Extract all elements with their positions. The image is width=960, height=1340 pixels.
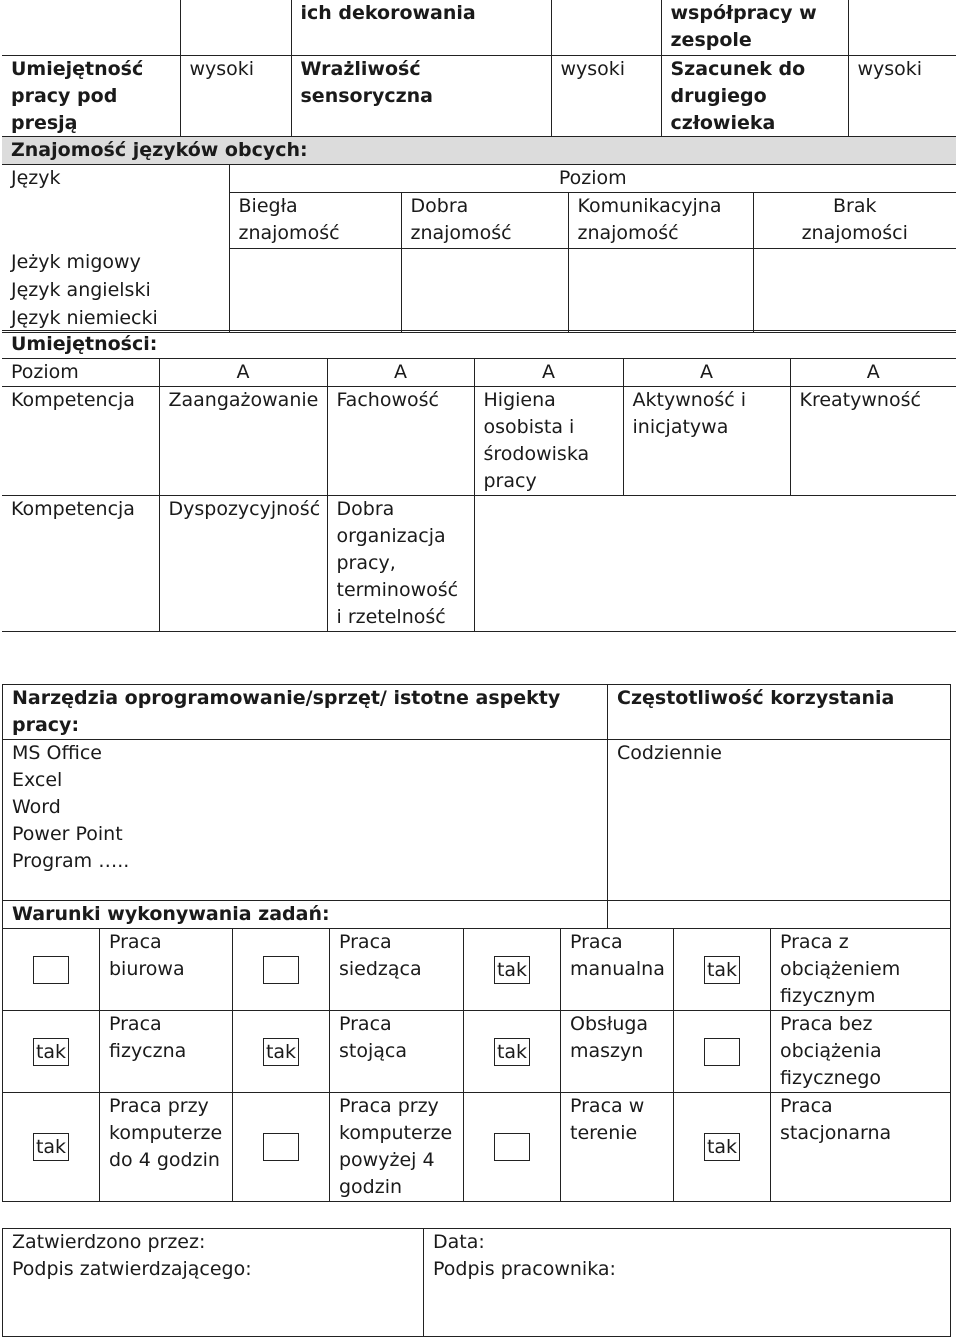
competence-organization: Dobra organizacja pracy, terminowość i rzetelność xyxy=(327,496,474,632)
condition-checkbox[interactable] xyxy=(233,929,330,1011)
conditions-header: Warunki wykonywania zadań: xyxy=(3,901,951,929)
condition-checkbox[interactable]: tak xyxy=(674,929,771,1011)
approved-by-label: Zatwierdzono przez: xyxy=(12,1231,206,1253)
competence-expertise: Fachowość xyxy=(327,387,474,496)
trait-cont-1: ich dekorowania xyxy=(291,0,551,55)
language-cell[interactable] xyxy=(753,277,956,305)
language-cell[interactable] xyxy=(229,305,401,333)
condition-label: Praca stojąca xyxy=(330,1011,464,1093)
language-cell[interactable] xyxy=(401,277,568,305)
traits-table xyxy=(2,0,956,138)
language-cell[interactable] xyxy=(753,249,956,277)
level-fluent: Biegła znajomość xyxy=(229,193,401,249)
condition-label: Praca przy komputerze do 4 godzin xyxy=(100,1093,233,1202)
language-row-label: Jeżyk migowy xyxy=(2,249,229,277)
competence-label: Kompetencja xyxy=(2,496,159,632)
level-none: Brak znajomości xyxy=(753,193,956,249)
competence-hygiene: Higiena osobista i środowiska pracy xyxy=(474,387,623,496)
skills-level-label: Poziom xyxy=(2,359,159,387)
trait-level: wysoki xyxy=(848,55,956,137)
level-good: Dobra znajomość xyxy=(401,193,568,249)
skill-level: A xyxy=(327,359,474,387)
competence-initiative: Aktywność i inicjatywa xyxy=(623,387,790,496)
skill-level: A xyxy=(623,359,790,387)
language-cell[interactable] xyxy=(229,249,401,277)
condition-checkbox[interactable] xyxy=(233,1093,330,1202)
empty-cell xyxy=(551,0,661,55)
competence-engagement: Zaangażowanie xyxy=(159,387,327,496)
frequency-value: Codziennie xyxy=(608,740,951,929)
empty-cell xyxy=(2,193,229,249)
tools-header: Narzędzia oprogramowanie/sprzęt/ istotne aspekty pracy: xyxy=(3,685,608,740)
condition-checkbox[interactable] xyxy=(464,1093,561,1202)
condition-label: Praca z obciążeniem fizycznym xyxy=(771,929,951,1011)
trait-respect: Szacunek do drugiego człowieka xyxy=(661,55,848,137)
condition-label: Praca w terenie xyxy=(561,1093,674,1202)
competence-label: Kompetencja xyxy=(2,387,159,496)
date-label: Data: xyxy=(433,1231,485,1253)
condition-checkbox[interactable]: tak xyxy=(233,1011,330,1093)
trait-level: wysoki xyxy=(551,55,661,137)
tools-list: MS Office Excel Word Power Point Program ….. xyxy=(3,740,608,929)
languages-header: Znajomość języków obcych: xyxy=(2,137,956,165)
condition-label: Praca biurowa xyxy=(100,929,233,1011)
skill-level: A xyxy=(790,359,956,387)
empty-cell xyxy=(848,0,956,55)
condition-checkbox[interactable]: tak xyxy=(3,1093,100,1202)
condition-label: Praca przy komputerze powyżej 4 godzin xyxy=(330,1093,464,1202)
language-cell[interactable] xyxy=(401,305,568,333)
condition-label: Obsługa maszyn xyxy=(561,1011,674,1093)
skill-level: A xyxy=(159,359,327,387)
language-column-header: Język xyxy=(2,165,229,193)
language-row-label: Język niemiecki xyxy=(2,305,229,333)
competence-availability: Dyspozycyjność xyxy=(159,496,327,632)
condition-checkbox[interactable] xyxy=(674,1011,771,1093)
condition-label: Praca stacjonarna xyxy=(771,1093,951,1202)
trait-sensory-sensitivity: Wrażliwość sensoryczna xyxy=(291,55,551,137)
skill-level: A xyxy=(474,359,623,387)
condition-label: Praca bez obciążenia fizycznego xyxy=(771,1011,951,1093)
condition-checkbox[interactable] xyxy=(3,929,100,1011)
condition-label: Praca siedząca xyxy=(330,929,464,1011)
approval-table xyxy=(2,1228,951,1337)
level-communicative: Komunikacyjna znajomość xyxy=(568,193,753,249)
language-cell[interactable] xyxy=(753,305,956,333)
trait-cont-2: współpracy w zespole xyxy=(661,0,848,55)
skills-table xyxy=(2,330,956,632)
language-cell[interactable] xyxy=(568,249,753,277)
empty-cell xyxy=(2,0,180,55)
language-cell[interactable] xyxy=(568,277,753,305)
trait-work-under-pressure: Umiejętność pracy pod presją xyxy=(2,55,180,137)
language-cell[interactable] xyxy=(568,305,753,333)
empty-cell xyxy=(474,496,956,632)
condition-checkbox[interactable]: tak xyxy=(464,1011,561,1093)
skills-header: Umiejętności: xyxy=(2,331,956,359)
approver-signature-label: Podpis zatwierdzającego: xyxy=(12,1258,252,1280)
language-row-label: Język angielski xyxy=(2,277,229,305)
tools-table xyxy=(2,684,951,929)
trait-level: wysoki xyxy=(180,55,291,137)
approver-cell[interactable] xyxy=(3,1229,424,1337)
condition-label: Praca manualna xyxy=(561,929,674,1011)
condition-checkbox[interactable]: tak xyxy=(464,929,561,1011)
employee-cell[interactable] xyxy=(424,1229,951,1337)
languages-table xyxy=(2,136,956,333)
employee-signature-label: Podpis pracownika: xyxy=(433,1258,616,1280)
language-cell[interactable] xyxy=(229,277,401,305)
language-cell[interactable] xyxy=(401,249,568,277)
condition-checkbox[interactable]: tak xyxy=(3,1011,100,1093)
condition-checkbox[interactable]: tak xyxy=(674,1093,771,1202)
conditions-table xyxy=(2,900,951,1202)
empty-cell xyxy=(180,0,291,55)
frequency-header: Częstotliwość korzystania xyxy=(608,685,951,740)
level-column-header: Poziom xyxy=(229,165,956,193)
competence-creativity: Kreatywność xyxy=(790,387,956,496)
condition-label: Praca fizyczna xyxy=(100,1011,233,1093)
